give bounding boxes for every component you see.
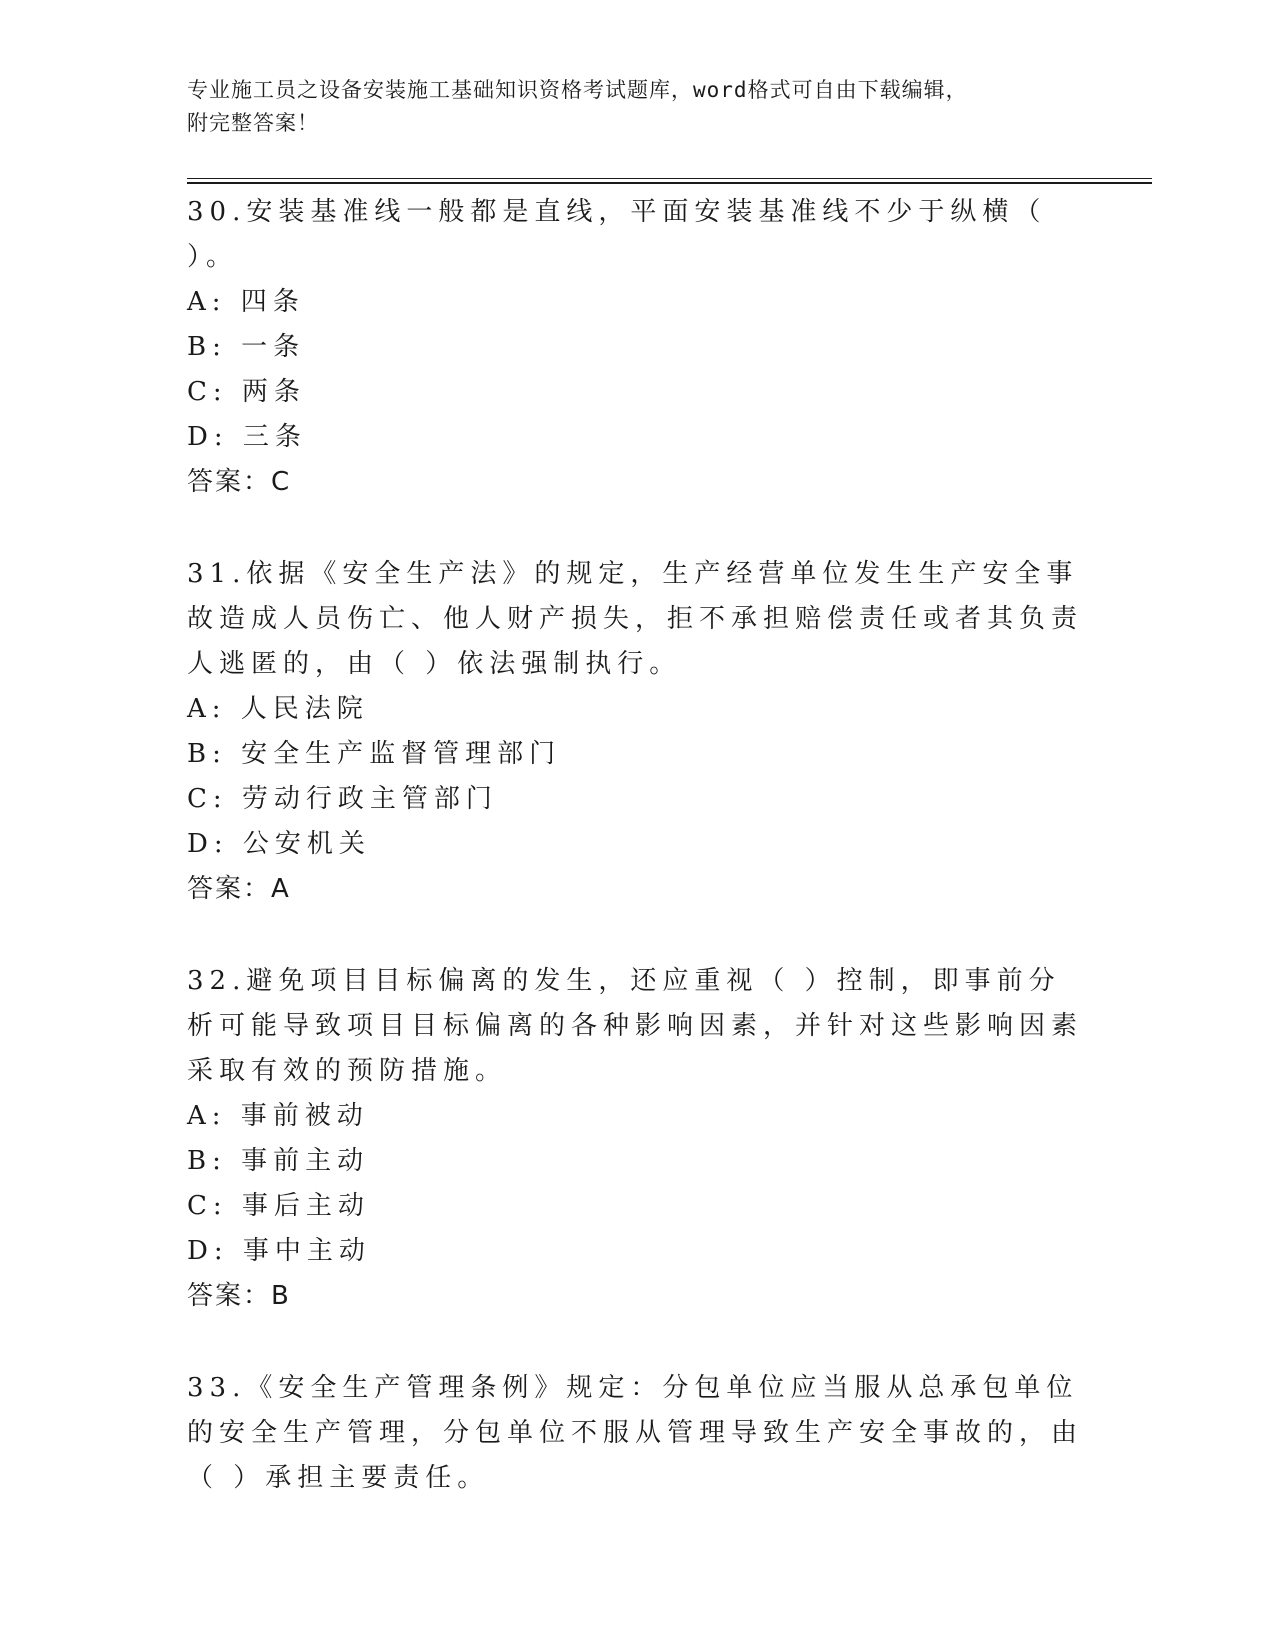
option-c: C: 两条 xyxy=(187,377,306,407)
option-a: A: 人民法院 xyxy=(187,694,369,724)
question-30 xyxy=(187,190,1087,505)
question-32 xyxy=(187,959,1087,1319)
question-stem: 31.依据《安全生产法》的规定，生产经营单位发生生产安全事故造成人员伤亡、他人财产损失，拒不承担赔偿责任或者其负责人逃匿的，由（ ）依法强制执行。 xyxy=(187,559,1084,679)
option-b: B: 事前主动 xyxy=(187,1146,370,1176)
option-d: D: 公安机关 xyxy=(187,829,371,859)
question-stem: 30.安装基准线一般都是直线，平面安装基准线不少于纵横（ ）。 xyxy=(187,197,1047,272)
option-c: C: 事后主动 xyxy=(187,1191,370,1221)
answer-label: 答案：A xyxy=(187,874,291,904)
header-line-2: 附完整答案！ xyxy=(187,111,319,135)
question-stem: 32.避免项目目标偏离的发生，还应重视（ ）控制，即事前分析可能导致项目目标偏离的各种影响因素，并针对这些影响因素采取有效的预防措施。 xyxy=(187,966,1084,1086)
option-d: D: 三条 xyxy=(187,422,307,452)
header-line-1: 专业施工员之设备安装施工基础知识资格考试题库，word格式可自由下载编辑， xyxy=(187,78,968,102)
header-divider-thick xyxy=(187,182,1152,184)
question-stem: 33.《安全生产管理条例》规定：分包单位应当服从总承包单位的安全生产管理，分包单位不服从管理导致生产安全事故的，由（ ）承担主要责任。 xyxy=(187,1373,1084,1493)
question-31 xyxy=(187,552,1087,912)
option-list xyxy=(187,280,1087,460)
answer-label: 答案：C xyxy=(187,467,292,497)
option-b: B: 一条 xyxy=(187,332,306,362)
document-header xyxy=(187,74,1087,140)
question-list xyxy=(187,190,1087,1548)
option-a: A: 四条 xyxy=(187,287,305,317)
option-list xyxy=(187,687,1087,867)
option-list xyxy=(187,1094,1087,1274)
option-b: B: 安全生产监督管理部门 xyxy=(187,739,562,769)
header-divider-thin xyxy=(187,178,1152,179)
question-33 xyxy=(187,1366,1087,1501)
option-d: D: 事中主动 xyxy=(187,1236,371,1266)
option-c: C: 劳动行政主管部门 xyxy=(187,784,498,814)
answer-label: 答案：B xyxy=(187,1281,291,1311)
option-a: A: 事前被动 xyxy=(187,1101,369,1131)
